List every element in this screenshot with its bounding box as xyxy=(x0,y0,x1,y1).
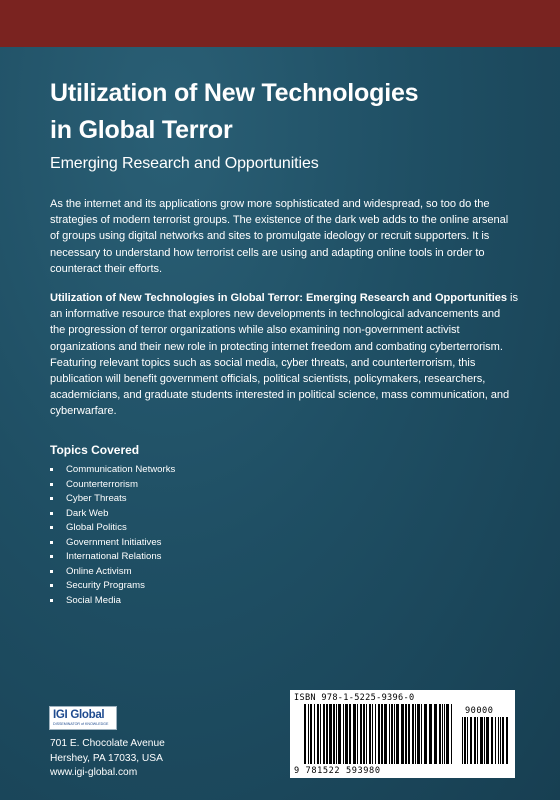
barcode-bar xyxy=(444,704,445,764)
topic-item: Security Programs xyxy=(50,579,175,594)
isbn-number: ISBN 978-1-5225-9396-0 xyxy=(294,693,415,703)
barcode-bar xyxy=(378,704,380,764)
barcode-bars xyxy=(290,690,515,778)
barcode-bar xyxy=(401,704,404,764)
barcode-bar xyxy=(495,717,496,764)
barcode-bar xyxy=(349,704,351,764)
barcode-bar xyxy=(320,704,321,764)
barcode-bar xyxy=(394,704,395,764)
barcode-bar xyxy=(375,704,376,764)
barcode-bar xyxy=(389,704,390,764)
barcode-bar xyxy=(333,704,335,764)
book-subtitle: Emerging Research and Opportunities xyxy=(50,155,319,172)
topic-item: Global Politics xyxy=(50,521,175,536)
barcode-bar xyxy=(326,704,328,764)
barcode-bar xyxy=(308,704,309,764)
barcode-bar xyxy=(408,704,410,764)
barcode-bar xyxy=(439,704,441,764)
barcode-bar xyxy=(434,704,437,764)
barcode-bar xyxy=(474,717,476,764)
barcode-bar xyxy=(396,704,399,764)
description-paragraph-2 xyxy=(50,290,518,420)
back-cover xyxy=(0,47,560,800)
description-title-reference: Utilization of New Technologies in Global Terror: Emerging Research and Opportunities xyxy=(50,292,508,304)
description-paragraph-1: As the internet and its applications grow more sophisticated and widespread, so too do the strategies of modern terrorist groups. The existence of the dark web adds to the online arsenal of groups using digital networks and sites to promulgate ideology or recruit supporters. It is necessary to understand how terrorist cells are using and adapting online tools in order to counteract their efforts. xyxy=(50,198,509,275)
barcode-bar xyxy=(429,704,432,764)
barcode-bar xyxy=(500,717,501,764)
barcode-bar xyxy=(336,704,337,764)
barcode-bar xyxy=(415,704,416,764)
barcode-bar xyxy=(462,717,463,764)
barcode-bar xyxy=(338,704,341,764)
topics-heading: Topics Covered xyxy=(50,443,140,457)
ean-number: 9 781522 593980 xyxy=(294,766,381,776)
barcode-bar xyxy=(360,704,362,764)
barcode-bar xyxy=(480,717,483,764)
barcode-bar xyxy=(412,704,414,764)
barcode-bar xyxy=(491,717,493,764)
barcode-bar xyxy=(467,717,468,764)
barcode-bar xyxy=(417,704,420,764)
barcode-bar xyxy=(391,704,393,764)
barcode-bar xyxy=(421,704,422,764)
barcode-bar xyxy=(323,704,325,764)
barcode-bar xyxy=(345,704,348,764)
barcode-bar xyxy=(486,717,489,764)
barcode-bar xyxy=(369,704,371,764)
barcode-bar xyxy=(317,704,319,764)
barcode-bar xyxy=(464,717,466,764)
publisher-logo-text: IGI Global xyxy=(53,709,105,721)
barcode-bar xyxy=(363,704,365,764)
barcode-bar xyxy=(498,717,499,764)
barcode-bar xyxy=(477,717,478,764)
book-title-line-1: Utilization of New Technologies xyxy=(50,79,419,107)
isbn-barcode xyxy=(290,690,515,778)
barcode-addon-number: 90000 xyxy=(465,706,494,716)
barcode-bar xyxy=(470,717,472,764)
publisher-logo-tagline: DISSEMINATOR of KNOWLEDGE xyxy=(53,722,109,726)
barcode-bar xyxy=(304,704,306,764)
barcode-bar xyxy=(446,704,449,764)
barcode-bar xyxy=(366,704,367,764)
barcode-bar xyxy=(353,704,356,764)
topic-item: Cyber Threats xyxy=(50,492,175,507)
barcode-bar xyxy=(343,704,344,764)
address-line-1: 701 E. Chocolate Avenue xyxy=(50,738,165,749)
book-title-line-2: in Global Terror xyxy=(50,116,233,144)
barcode-bar xyxy=(442,704,443,764)
topic-item: International Relations xyxy=(50,550,175,565)
topic-item: Communication Networks xyxy=(50,463,175,478)
barcode-bar xyxy=(329,704,332,764)
barcode-bar xyxy=(506,717,508,764)
book-title xyxy=(50,75,520,149)
barcode-bar xyxy=(405,704,407,764)
publisher-address xyxy=(50,737,165,781)
barcode-bar xyxy=(357,704,358,764)
topic-item: Counterterrorism xyxy=(50,478,175,493)
topics-list xyxy=(50,463,175,608)
barcode-bar xyxy=(314,704,315,764)
barcode-bar xyxy=(384,704,387,764)
barcode-bar xyxy=(502,717,504,764)
topic-item: Online Activism xyxy=(50,565,175,580)
top-color-band xyxy=(0,0,560,47)
barcode-bar xyxy=(424,704,427,764)
barcode-bar xyxy=(372,704,373,764)
barcode-bar xyxy=(484,717,485,764)
barcode-bar xyxy=(310,704,312,764)
topic-item: Dark Web xyxy=(50,507,175,522)
address-line-2: Hershey, PA 17033, USA xyxy=(50,752,163,764)
publisher-logo xyxy=(49,706,117,730)
topic-item: Government Initiatives xyxy=(50,536,175,551)
topic-item: Social Media xyxy=(50,594,175,609)
publisher-website: www.igi-global.com xyxy=(50,767,138,778)
barcode-bar xyxy=(451,704,452,764)
barcode-bar xyxy=(381,704,383,764)
description-paragraph-2-text: is an informative resource that explores new developments in technological advancements and the progression of terror organizations while also examining non-government activist organizations and their new role in protecting internet freedom and combating cyberterrorism. Featuring relevant topics such as social media, cyber threats, and counterterrorism, this publication will benefit government officials, political scientists, policymakers, researchers, academicians, and graduate students interested in political science, mass communication, and cyberwarfare. xyxy=(50,292,518,418)
